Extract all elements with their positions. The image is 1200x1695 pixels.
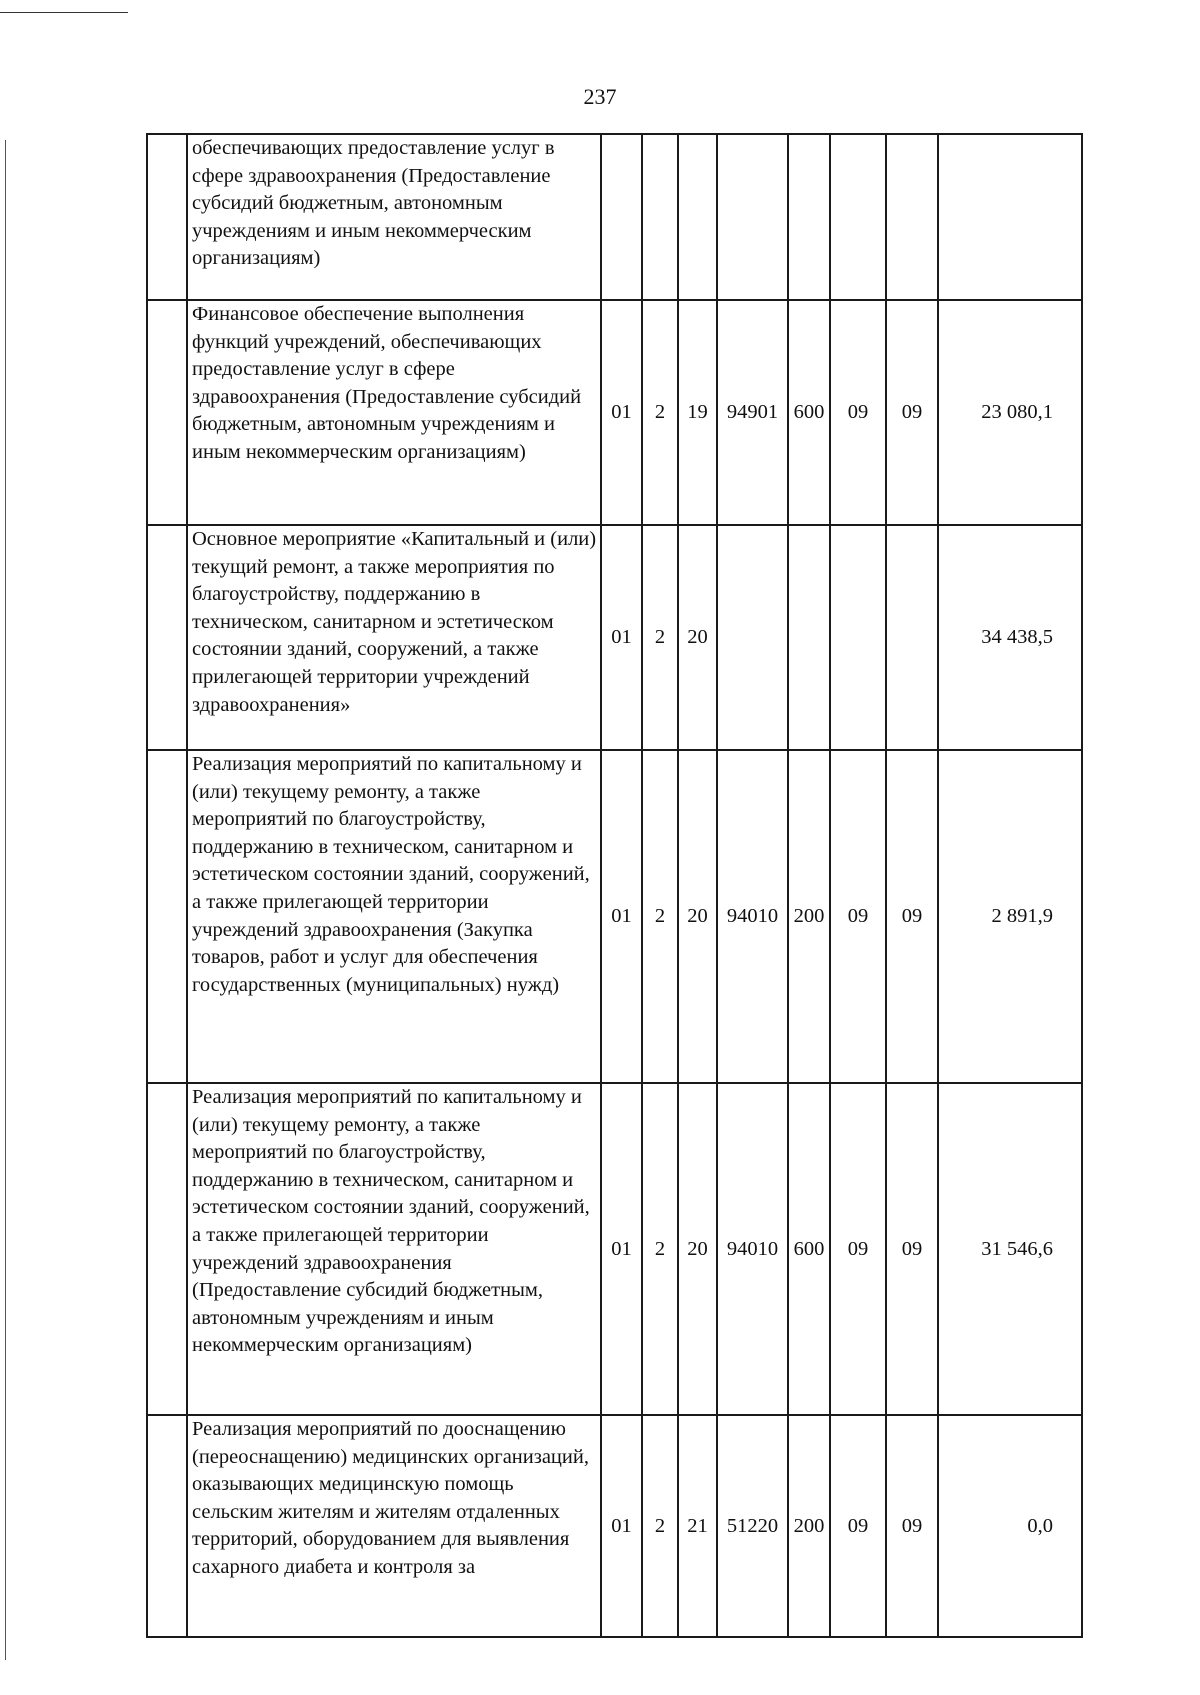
row-index-cell [147,134,187,300]
code-cell [830,134,886,300]
row-index-cell [147,525,187,750]
code-cell: 01 [601,1083,642,1415]
code-cell: 20 [678,525,717,750]
item-description: Реализация мероприятий по капитальному и (или) текущему ремонту, а также мероприятий по благоустройству, поддержанию в техническом, санитарном и эстетическом состоянии зданий, сооружений, а также прилегающей территории учреждений здравоохранения (Предоставление субсидий бюджетным, автономным учреждениям и иным некоммерческим организациям) [187,1083,601,1415]
code-cell [717,525,788,750]
row-index-cell [147,1083,187,1415]
code-cell [678,134,717,300]
code-cell: 09 [830,300,886,525]
amount-cell: 31 546,6 [938,1083,1082,1415]
table-row [147,750,1082,1083]
code-cell: 94901 [717,300,788,525]
table-row [147,1415,1082,1637]
budget-table [146,133,1083,1638]
code-cell: 09 [886,300,938,525]
code-cell [886,525,938,750]
item-description: Реализация мероприятий по дооснащению (переоснащению) медицинских организаций, оказывающих медицинскую помощь сельским жителям и жителям отдаленных территорий, оборудованием для выявления сахарного диабета и контроля за [187,1415,601,1637]
row-index-cell [147,750,187,1083]
code-cell: 01 [601,750,642,1083]
left-edge-rule [5,140,6,1660]
table-row [147,525,1082,750]
code-cell: 51220 [717,1415,788,1637]
code-cell: 94010 [717,750,788,1083]
code-cell: 600 [788,1083,830,1415]
code-cell: 94010 [717,1083,788,1415]
table-row [147,134,1082,300]
code-cell: 01 [601,300,642,525]
amount-cell [938,134,1082,300]
table-row [147,1083,1082,1415]
code-cell: 01 [601,525,642,750]
code-cell: 09 [830,750,886,1083]
code-cell [601,134,642,300]
code-cell: 20 [678,750,717,1083]
code-cell: 2 [642,1083,678,1415]
code-cell: 01 [601,1415,642,1637]
item-description: обеспечивающих предоставление услуг в сфере здравоохранения (Предоставление субсидий бюджетным, автономным учреждениям и иным некоммерческим организациям) [187,134,601,300]
code-cell [788,525,830,750]
code-cell: 200 [788,750,830,1083]
item-description: Финансовое обеспечение выполнения функций учреждений, обеспечивающих предоставление услуг в сфере здравоохранения (Предоставление субсидий бюджетным, автономным учреждениям и иным некоммерческим организациям) [187,300,601,525]
code-cell: 2 [642,525,678,750]
amount-cell: 23 080,1 [938,300,1082,525]
top-edge-rule [0,12,128,13]
code-cell: 600 [788,300,830,525]
amount-cell: 2 891,9 [938,750,1082,1083]
code-cell [830,525,886,750]
amount-cell: 0,0 [938,1415,1082,1637]
code-cell: 2 [642,300,678,525]
code-cell: 21 [678,1415,717,1637]
amount-cell: 34 438,5 [938,525,1082,750]
code-cell: 09 [886,1415,938,1637]
code-cell [886,134,938,300]
code-cell: 20 [678,1083,717,1415]
item-description: Реализация мероприятий по капитальному и (или) текущему ремонту, а также мероприятий по благоустройству, поддержанию в техническом, санитарном и эстетическом состоянии зданий, сооружений, а также прилегающей территории учреждений здравоохранения (Закупка товаров, работ и услуг для обеспечения государственных (муниципальных) нужд) [187,750,601,1083]
code-cell: 09 [886,1083,938,1415]
code-cell: 09 [886,750,938,1083]
code-cell: 09 [830,1083,886,1415]
code-cell: 09 [830,1415,886,1637]
row-index-cell [147,1415,187,1637]
item-description: Основное мероприятие «Капитальный и (или) текущий ремонт, а также мероприятия по благоустройству, поддержанию в техническом, санитарном и эстетическом состоянии зданий, сооружений, а также прилегающей территории учреждений здравоохранения» [187,525,601,750]
code-cell [642,134,678,300]
code-cell [788,134,830,300]
code-cell: 19 [678,300,717,525]
table-body [147,134,1082,1637]
code-cell: 2 [642,1415,678,1637]
table-row [147,300,1082,525]
code-cell: 200 [788,1415,830,1637]
row-index-cell [147,300,187,525]
page-number: 237 [583,84,617,109]
code-cell: 2 [642,750,678,1083]
code-cell [717,134,788,300]
